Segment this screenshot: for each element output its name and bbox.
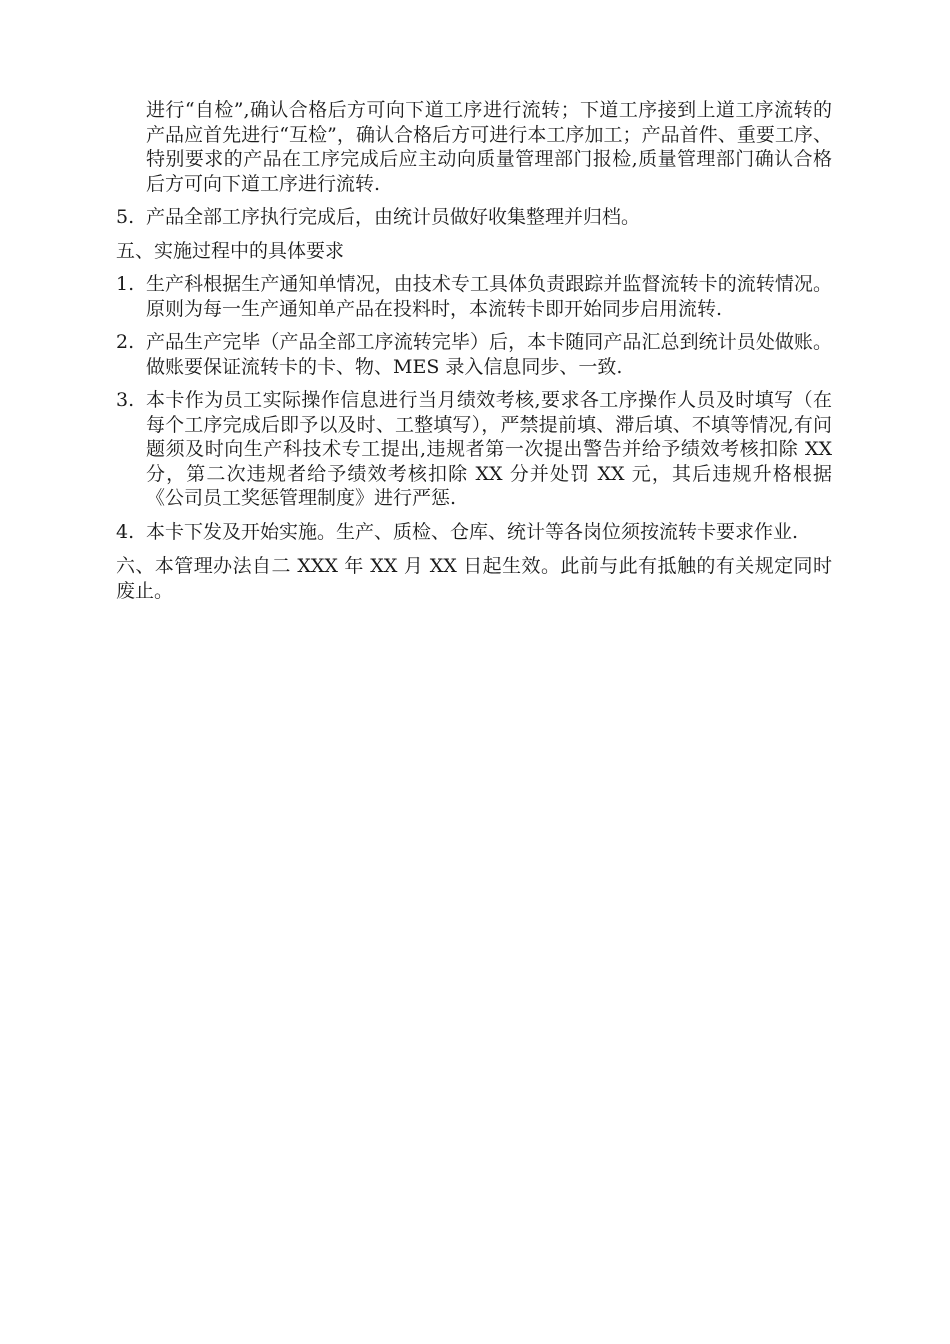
item-number: 4. [116,520,135,543]
section-6-paragraph: 六、本管理办法自二 XXX 年 XX 月 XX 日起生效。此前与此有抵触的有关规定同时废止。 [116,555,832,602]
item-number: 5. [116,206,135,228]
item-number: 1. [116,273,135,295]
item-number: 2. [116,331,135,353]
item-text: 产品生产完毕（产品全部工序流转完毕）后，本卡随同产品汇总到统计员处做账。做账要保证流转卡的卡、物、MES 录入信息同步、一致. [146,331,832,378]
list-item [116,520,832,545]
document-body [116,98,832,612]
item-number: 3. [116,389,135,411]
item-text: 产品全部工序执行完成后，由统计员做好收集整理并归档。 [146,206,641,228]
item-text: 本卡作为员工实际操作信息进行当月绩效考核,要求各工序操作人员及时填写（在每个工序完成后即予以及时、工整填写），严禁提前填、滞后填、不填等情况,有问题须及时向生产科技术专工提出,违规者第一次提出警告并给予绩效考核扣除 XX 分，第二次违规者给予绩效考核扣除 XX 分并处罚 XX 元，其后违规升格根据《公司员工奖惩管理制度》进行严惩. [146,389,832,509]
item-4-continuation [116,98,832,196]
continuation-text: 进行“自检”,确认合格后方可向下道工序进行流转；下道工序接到上道工序流转的产品应首先进行“互检”，确认合格后方可进行本工序加工；产品首件、重要工序、特别要求的产品在工序完成后应主动向质量管理部门报检,质量管理部门确认合格后方可向下道工序进行流转. [146,99,832,195]
section-5-heading: 五、实施过程中的具体要求 [116,239,345,262]
list-item-5 [116,205,832,230]
list-item [116,388,832,511]
item-text: 本卡下发及开始实施。生产、质检、仓库、统计等各岗位须按流转卡要求作业. [146,520,799,543]
list-item [116,272,832,321]
list-item [116,330,832,379]
item-text: 生产科根据生产通知单情况，由技术专工具体负责跟踪并监督流转卡的流转情况。原则为每一生产通知单产品在投料时，本流转卡即开始同步启用流转. [146,273,832,320]
